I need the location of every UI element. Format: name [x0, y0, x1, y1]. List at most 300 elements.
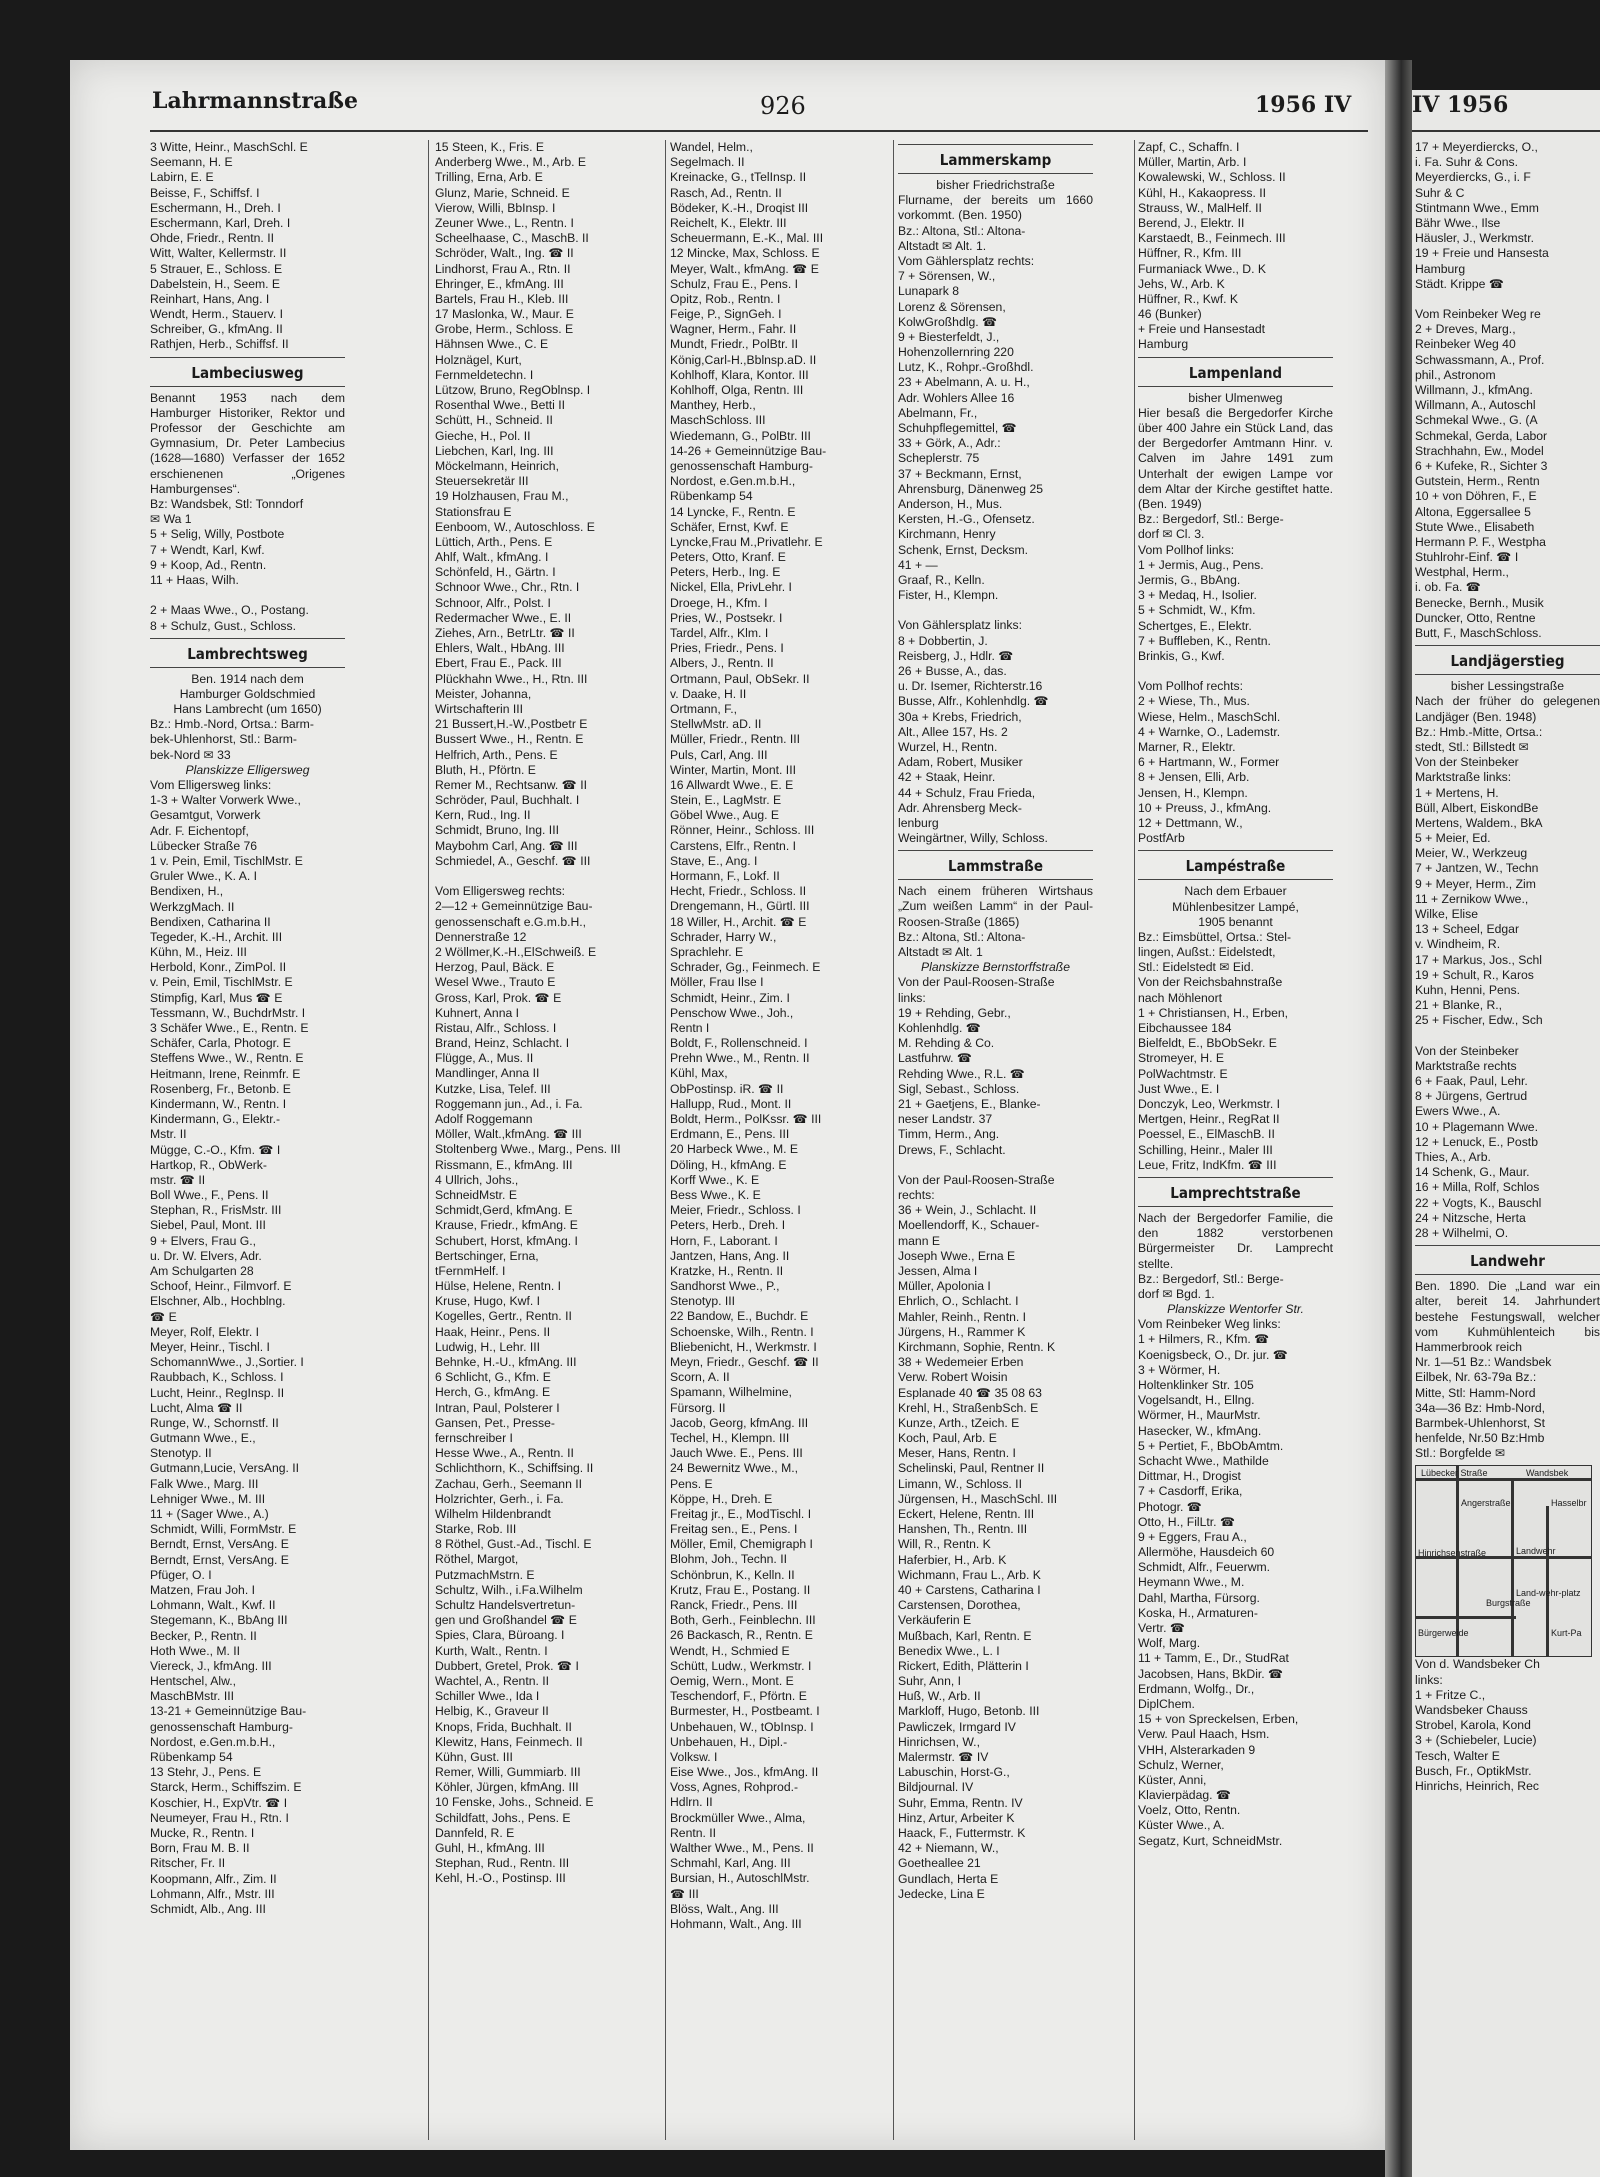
directory-entry: 1 + Mertens, H. — [1415, 785, 1499, 800]
directory-entry: Lindhorst, Frau A., Rtn. II — [435, 261, 571, 276]
directory-entry: Unbehauen, H., Dipl.- — [670, 1734, 788, 1749]
directory-entry: Suhr, Emma, Rentn. IV — [898, 1795, 1023, 1810]
directory-entry: Ortmann, F., — [670, 701, 738, 716]
directory-entry: v. Daake, H. II — [670, 686, 747, 701]
directory-entry: ObPostinsp. iR. ☎ II — [670, 1081, 784, 1096]
directory-entry: Ziehes, Arn., BetrLtr. ☎ II — [435, 626, 575, 640]
directory-entry: Jermis, G., BbAng. — [1138, 572, 1241, 587]
directory-entry: Hähnsen Wwe., C. E — [435, 337, 549, 352]
directory-entry: Starck, Herm., Schiffszim. E — [150, 1780, 302, 1795]
directory-entry: Freitag sen., E., Pens. I — [670, 1522, 798, 1537]
directory-entry: 30a + Krebs, Friedrich, — [898, 709, 1022, 724]
directory-entry: 15 Steen, K., Fris. E — [435, 140, 545, 154]
directory-entry: 3 Schäfer Wwe., E., Rentn. E — [150, 1021, 309, 1036]
directory-entry: Kogelles, Gertr., Rentn. II — [435, 1309, 572, 1324]
directory-entry: Kohlhoff, Olga, Rentn. III — [670, 383, 804, 397]
directory-entry: Vom Pollhof rechts: — [1138, 679, 1243, 694]
directory-entry: Schmekal, Gerda, Labor — [1415, 428, 1548, 443]
column-divider — [1134, 140, 1135, 2140]
directory-entry: Rathjen, Herb., Schiffsf. II — [150, 337, 289, 352]
directory-entry: StellwMstr. aD. II — [670, 717, 762, 732]
directory-entry: Häusler, J., Werkmstr. — [1415, 231, 1534, 246]
directory-entry: Herzog, Paul, Bäck. E — [435, 960, 555, 975]
directory-entry: Herbold, Konr., ZimPol. II — [150, 960, 287, 975]
directory-entry: Lützow, Bruno, RegOblnsp. I — [435, 383, 591, 397]
directory-entry: SchomannWwe., J.,Sortier. I — [150, 1355, 304, 1370]
directory-entry: Esplanade 40 ☎ 35 08 63 — [898, 1385, 1042, 1400]
directory-entry: Strachhahn, Ew., Model — [1415, 443, 1544, 458]
directory-entry: Kunze, Arth., tZeich. E — [898, 1415, 1020, 1430]
directory-entry: Schrader, Harry W., — [670, 929, 777, 944]
directory-entry: 5 + Schmidt, W., Kfm. — [1138, 603, 1256, 618]
directory-entry: Lucht, Alma ☎ II — [150, 1400, 243, 1415]
directory-entry: 3 + Medaq, H., Isolier. — [1138, 588, 1257, 603]
directory-entry: Krehl, H., StraßenbSch. E — [898, 1400, 1039, 1415]
directory-entry: Erdmann, E., Pens. III — [670, 1127, 790, 1142]
directory-entry: Lehniger Wwe., M. III — [150, 1491, 266, 1506]
directory-entry: PutzmachMstrn. E — [435, 1567, 535, 1582]
directory-entry: Döling, H., kfmAng. E — [670, 1157, 787, 1172]
directory-entry: 3 Witte, Heinr., MaschSchl. E — [150, 140, 308, 154]
directory-entry: Hinrichs, Heinrich, Rec — [1415, 1778, 1539, 1793]
directory-entry: Schönfeld, H., Gärtn. I — [435, 565, 556, 580]
directory-entry: Gutstein, Herm., Rentn — [1415, 474, 1540, 489]
directory-entry: Schmidt, Heinr., Zim. I — [670, 990, 790, 1005]
directory-entry: Stephan, Rud., Rentn. III — [435, 1856, 570, 1871]
directory-entry: Volksw. I — [670, 1749, 718, 1764]
directory-entry: Sigl, Sebast., Schloss. — [898, 1081, 1020, 1096]
directory-entry: Meyer, Rolf, Elektr. I — [150, 1324, 260, 1339]
directory-entry: Malermstr. ☎ IV — [898, 1750, 989, 1765]
directory-entry: Mucke, R., Rentn. I — [150, 1825, 255, 1840]
section-rule — [1415, 1245, 1600, 1246]
directory-entry: Holzrichter, Gerh., i. Fa. — [435, 1491, 564, 1506]
map-street-label: Land-wehr-platz — [1516, 1588, 1581, 1599]
directory-entry: 7 + Buffleben, K., Rentn. — [1138, 633, 1271, 648]
directory-entry: Ahrensburg, Dänenweg 25 — [898, 481, 1043, 496]
directory-entry: Hamburg — [1138, 337, 1189, 352]
directory-entry: Hoth Wwe., M. II — [150, 1643, 241, 1658]
directory-entry: Am Schulgarten 28 — [150, 1264, 254, 1279]
directory-entry: Korff Wwe., K. E — [670, 1172, 760, 1187]
directory-entry: Hartkop, R., ObWerk- — [150, 1157, 267, 1172]
directory-entry: 4 + Warnke, O., Lademstr. — [1138, 724, 1281, 739]
directory-entry: 24 Bewernitz Wwe., M., — [670, 1461, 799, 1476]
directory-entry: ☎ III — [670, 1886, 699, 1901]
directory-entry: Adam, Robert, Musiker — [898, 755, 1023, 770]
directory-entry: Reinbeker Weg 40 — [1415, 337, 1516, 352]
directory-entry: Von der Reichsbahnstraße — [1138, 975, 1283, 990]
directory-entry: Bursian, H., AutoschlMstr. — [670, 1871, 810, 1886]
section-rule — [898, 173, 1093, 174]
running-header-year-left: 1956 IV — [1255, 92, 1352, 118]
section-rule — [898, 879, 1093, 880]
directory-entry: Vogelsandt, H., Ellng. — [1138, 1393, 1255, 1408]
street-heading: Lambrechtsweg — [187, 644, 308, 663]
directory-entry: Möller, Walt.,kfmAng. ☎ III — [435, 1127, 582, 1142]
directory-entry: 2 + Wiese, Th., Mus. — [1138, 694, 1250, 709]
directory-entry: Reichelt, K., Elektr. III — [670, 215, 787, 230]
directory-entry: 7 + Jantzen, W., Techn — [1415, 861, 1539, 876]
directory-entry: Intran, Paul, Polsterer I — [435, 1400, 560, 1415]
directory-entry: Penschow Wwe., Joh., — [670, 1005, 794, 1020]
directory-entry: Schelinski, Paul, Rentner II — [898, 1461, 1045, 1476]
directory-entry: Ristau, Alfr., Schloss. I — [435, 1020, 557, 1035]
directory-entry: Redermacher Wwe., E. II — [435, 610, 572, 625]
directory-entry: 25 + Fischer, Edw., Sch — [1415, 1013, 1543, 1028]
directory-entry: Mandlinger, Anna II — [435, 1066, 540, 1081]
directory-entry: Hallupp, Rud., Mont. II — [670, 1096, 792, 1111]
directory-entry: Ebert, Frau E., Pack. III — [435, 656, 562, 671]
directory-entry: Runge, W., Schornstf. II — [150, 1415, 279, 1430]
directory-entry: Hüffner, R., Kwf. K — [1138, 291, 1239, 306]
directory-entry: mstr. ☎ II — [150, 1172, 206, 1187]
directory-entry: Köppe, H., Dreh. E — [670, 1491, 773, 1506]
directory-entry: 10 + Preuss, J., kfmAng. — [1138, 800, 1272, 815]
directory-entry: M. Rehding & Co. — [898, 1036, 995, 1051]
directory-entry: 10 + Plagemann Wwe. — [1415, 1119, 1538, 1134]
directory-entry: 3 + (Schiebeler, Lucie) — [1415, 1733, 1537, 1748]
directory-entry: 13-21 + Gemeinnützige Bau- — [150, 1704, 307, 1719]
directory-entry: Rentn. II — [670, 1825, 717, 1840]
directory-entry: links: — [898, 990, 926, 1005]
directory-entry: Mertens, Waldem., BkA — [1415, 815, 1543, 830]
street-history-note: Flurname, der bereits um 1660 vorkommt. (Ben. 1950) — [898, 193, 1093, 223]
directory-entry: 40 + Carstens, Catharina I — [898, 1582, 1041, 1597]
directory-entry: 3 + Wörmer, H. — [1138, 1362, 1221, 1377]
directory-entry: Barmbek-Uhlenhorst, St — [1415, 1415, 1546, 1430]
directory-entry: Rickert, Edith, Plätterin I — [898, 1658, 1029, 1673]
directory-entry: Holtenklinker Str. 105 — [1138, 1378, 1254, 1393]
directory-entry: 22 + Vogts, K., Bauschl — [1415, 1195, 1542, 1210]
directory-entry: 37 + Beckmann, Ernst, — [898, 466, 1022, 481]
directory-entry: Goetheallee 21 — [898, 1856, 981, 1871]
directory-entry: Hohenzollernring 220 — [898, 345, 1014, 360]
section-rule — [150, 357, 345, 358]
directory-entry: Schmidt, Bruno, Ing. III — [435, 823, 559, 838]
directory-entry: Lastfuhrw. ☎ — [898, 1051, 973, 1066]
directory-entry: Glunz, Marie, Schneid. E — [435, 185, 570, 200]
directory-entry: Bendixen, Catharina II — [150, 914, 271, 929]
directory-entry: i. ob. Fa. ☎ — [1415, 580, 1481, 595]
directory-entry: 8 + Jürgens, Gertrud — [1415, 1089, 1528, 1104]
map-street-label: Wandsbek — [1526, 1468, 1569, 1479]
directory-entry: Just Wwe., E. I — [1138, 1081, 1220, 1096]
section-rule — [1415, 645, 1600, 646]
directory-entry: 41 + — — [898, 557, 938, 572]
directory-entry: 6 + Kufeke, R., Sichter 3 — [1415, 458, 1548, 473]
directory-entry: Stenotyp. III — [670, 1294, 736, 1309]
directory-entry: 9 + Elvers, Frau G., — [150, 1233, 256, 1248]
directory-entry: MaschBMstr. III — [150, 1689, 234, 1704]
directory-entry: Bluth, H., Pförtn. E — [435, 762, 536, 777]
directory-entry: Meyn, Friedr., Geschf. ☎ II — [670, 1355, 819, 1369]
directory-entry: Manthey, Herb., — [670, 398, 756, 413]
directory-entry: Witt, Walter, Kellermstr. II — [150, 246, 287, 261]
directory-entry: Jacob, Georg, kfmAng. III — [670, 1415, 809, 1430]
street-heading: Lammstraße — [948, 857, 1043, 876]
directory-entry: Vom Pollhof links: — [1138, 542, 1235, 557]
directory-entry: Alt., Allee 157, Hs. 2 — [898, 724, 1008, 739]
directory-entry: Heymann Wwe., M. — [1138, 1575, 1245, 1590]
directory-entry: Nach dem Erbauer — [1184, 884, 1287, 899]
directory-entry: Willmann, J., kfmAng. — [1415, 383, 1533, 397]
directory-entry: Berndt, Ernst, VersAng. E — [150, 1537, 289, 1552]
directory-entry: Reinhart, Hans, Ang. I — [150, 291, 270, 306]
map-street-label: Lübecker Straße — [1421, 1468, 1488, 1479]
directory-entry: Duncker, Otto, Rentne — [1415, 610, 1536, 625]
directory-entry: Feige, P., SignGeh. I — [670, 307, 782, 322]
directory-entry: 19 + Rehding, Gebr., — [898, 1005, 1011, 1020]
directory-entry: Koska, H., Armaturen- — [1138, 1605, 1258, 1620]
directory-entry: Lüttich, Arth., Pens. E — [435, 534, 553, 549]
directory-entry: rechts: — [898, 1188, 935, 1203]
directory-entry: genossenschaft Hamburg- — [670, 458, 813, 473]
directory-entry: Schröder, Walt., Ing. ☎ II — [435, 246, 574, 261]
directory-entry: Stintmann Wwe., Emm — [1415, 200, 1539, 215]
plan-sketch-reference: Planskizze Wentorfer Str. — [1167, 1302, 1304, 1317]
directory-entry: Vom Elligersweg rechts: — [435, 884, 566, 899]
directory-entry: Ohde, Friedr., Rentn. II — [150, 231, 274, 246]
section-rule — [1138, 1206, 1333, 1207]
map-street-label: Bürgerweide — [1418, 1628, 1469, 1639]
directory-entry: Elschner, Alb., Hochblng. — [150, 1294, 286, 1309]
directory-entry: Altona, Eggersallee 5 — [1415, 504, 1531, 519]
directory-entry: PostfArb — [1138, 831, 1185, 846]
directory-entry: Kühl, Max, — [670, 1066, 728, 1081]
directory-entry — [898, 1158, 1093, 1173]
directory-entry: Wagner, Herm., Fahr. II — [670, 322, 797, 337]
directory-entry: Hüffner, R., Kfm. III — [1138, 246, 1242, 261]
directory-entry: Schiller Wwe., Ida I — [435, 1689, 540, 1704]
section-rule — [150, 667, 345, 668]
directory-entry: lenburg — [898, 815, 939, 830]
directory-entry: Stromeyer, H. E — [1138, 1051, 1225, 1066]
directory-entry: Starke, Rob. III — [435, 1522, 517, 1537]
directory-entry: Meser, Hans, Rentn. I — [898, 1446, 1016, 1461]
map-road — [1416, 1616, 1516, 1619]
directory-entry: Grobe, Herm., Schloss. E — [435, 322, 574, 337]
directory-column-4 — [898, 140, 1093, 1902]
directory-entry: Erdmann, Wolfg., Dr., — [1138, 1681, 1255, 1696]
directory-entry: 17 + Meyerdiercks, O., — [1415, 140, 1538, 154]
directory-entry: Von der Steinbeker — [1415, 1043, 1519, 1058]
directory-entry: 33 + Görk, A., Adr.: — [898, 436, 1001, 451]
directory-entry: Verkäuferin E — [898, 1613, 972, 1628]
directory-entry: Göbel Wwe., Aug. E — [670, 808, 780, 823]
directory-entry: 28 + Wilhelmi, O. — [1415, 1225, 1509, 1240]
directory-entry: v. Pein, Emil, TischlMstr. E — [150, 975, 293, 990]
street-heading: Lampenland — [1188, 363, 1283, 382]
directory-entry: 17 + Markus, Jos., Schl — [1415, 952, 1543, 967]
directory-entry: Kowalewski, W., Schloss. II — [1138, 170, 1286, 185]
directory-entry: bisher Lessingstraße — [1450, 679, 1565, 694]
directory-entry: Koch, Paul, Arb. E — [898, 1431, 997, 1446]
directory-entry: Kratzke, H., Rentn. II — [670, 1263, 784, 1278]
directory-entry: Butt, F., MaschSchloss. — [1415, 626, 1542, 640]
directory-entry: 9 + Koop, Ad., Rentn. — [150, 557, 267, 572]
directory-entry: Eibchaussee 184 — [1138, 1021, 1232, 1036]
directory-entry: 2 + Dreves, Marg., — [1415, 322, 1516, 337]
directory-entry: Vom Reinbeker Weg links: — [1138, 1317, 1281, 1332]
directory-entry: 21 + Blanke, R., — [1415, 998, 1503, 1013]
directory-entry: Koschier, H., ExpVtr. ☎ I — [150, 1795, 288, 1810]
directory-entry: Born, Frau M. B. II — [150, 1841, 250, 1856]
directory-entry: Bähr Wwe., Ilse — [1415, 215, 1501, 230]
directory-entry: Haack, F., Futtermstr. K — [898, 1825, 1026, 1840]
directory-entry: Wilke, Elise — [1415, 907, 1478, 922]
directory-entry: Anderberg Wwe., M., Arb. E — [435, 155, 587, 170]
directory-entry: Meier, W., Werkzeug — [1415, 846, 1528, 861]
section-rule — [1415, 674, 1600, 675]
directory-entry: u. Dr. Isemer, Richterstr.16 — [898, 679, 1043, 694]
directory-entry: Stenotyp. II — [150, 1446, 212, 1461]
header-rule-right — [1412, 130, 1600, 132]
directory-entry: Ehlers, Walt., HbAng. III — [435, 641, 565, 656]
directory-entry: Müller, Apolonia I — [898, 1279, 991, 1294]
directory-entry: Fürsorg. II — [670, 1400, 726, 1415]
directory-entry: Möller, Emil, Chemigraph I — [670, 1537, 813, 1552]
directory-entry: Hermann P. F., Westpha — [1415, 534, 1546, 549]
directory-entry: 11 + Tamm, E., Dr., StudRat — [1138, 1651, 1289, 1666]
directory-entry: Haak, Heinr., Pens. II — [435, 1324, 551, 1339]
directory-entry: Schultz Handelsvertretun- — [435, 1598, 576, 1612]
directory-entry: 1 v. Pein, Emil, TischlMstr. E — [150, 853, 303, 868]
directory-entry: Donczyk, Leo, Werkmstr. I — [1138, 1096, 1281, 1111]
directory-entry: Mußbach, Karl, Rentn. E — [898, 1628, 1032, 1643]
directory-entry: Trilling, Erna, Arb. E — [435, 170, 543, 185]
directory-entry: 1905 benannt — [1198, 914, 1273, 929]
directory-entry: 42 + Niemann, W., — [898, 1841, 999, 1856]
directory-entry: Labirn, E. E — [150, 170, 214, 185]
directory-entry: Altstadt ✉ Alt. 1. — [898, 238, 987, 253]
directory-entry: Von Gählersplatz links: — [898, 618, 1022, 633]
directory-entry: Kohlhoff, Klara, Kontor. III — [670, 367, 809, 382]
directory-entry: Ranck, Friedr., Pens. III — [670, 1598, 798, 1612]
column-divider — [893, 140, 894, 2140]
directory-entry: Vom Gählersplatz rechts: — [898, 253, 1035, 268]
directory-entry: Müller, Friedr., Rentn. III — [670, 732, 801, 747]
directory-entry: Bz.: Bergedorf, Stl.: Berge- — [1138, 1271, 1284, 1286]
directory-entry: Busch, Fr., OptikMstr. — [1415, 1763, 1532, 1778]
directory-entry: Tardel, Alfr., Klm. I — [670, 626, 769, 640]
directory-entry: 21 + Gaetjens, E., Blanke- — [898, 1096, 1041, 1111]
directory-entry: Ludwig, H., Lehr. III — [435, 1339, 541, 1354]
directory-entry: 12 + Dettmann, W., — [1138, 815, 1243, 830]
directory-entry: Schäfer, Carla, Photogr. E — [150, 1036, 291, 1051]
section-rule — [1138, 386, 1333, 387]
directory-entry: Bertschinger, Erna, — [435, 1248, 539, 1263]
directory-entry: 13 + Scheel, Edgar — [1415, 922, 1520, 937]
directory-entry: Ewers Wwe., A. — [1415, 1104, 1501, 1119]
directory-entry: 1 + Christiansen, H., Erben, — [1138, 1005, 1289, 1020]
directory-entry: Behnke, H.-U., kfmAng. III — [435, 1355, 577, 1369]
directory-entry: Bödeker, K.-H., Droqist III — [670, 200, 809, 215]
directory-entry: Stegemann, K., BbAng III — [150, 1613, 288, 1628]
directory-entry: Puls, Carl, Ang. III — [670, 747, 768, 762]
directory-entry: Brand, Heinz, Schlacht. I — [435, 1036, 570, 1051]
directory-entry: Graaf, R., Kelln. — [898, 572, 985, 587]
directory-entry: 12 Mincke, Max, Schloss. E — [670, 246, 820, 261]
directory-entry: Techel, H., Klempn. III — [670, 1430, 790, 1445]
page-number: 926 — [760, 92, 806, 120]
directory-entry: Nordost, e.Gen.m.b.H., — [670, 474, 796, 489]
directory-entry: Nordost, e.Gen.m.b.H., — [150, 1734, 276, 1749]
directory-entry: Meier, Friedr., Schloss. I — [670, 1203, 801, 1218]
directory-entry: Sprachlehr. E — [670, 944, 744, 959]
directory-entry: Wiedemann, G., PolBtr. III — [670, 428, 811, 443]
directory-entry: MaschSchloss. III — [670, 413, 766, 428]
directory-entry: Hanshen, Th., Rentn. III — [898, 1522, 1028, 1537]
directory-entry: Schoof, Heinr., Filmvorf. E — [150, 1279, 292, 1294]
directory-entry: Gutmann Wwe., E., — [150, 1431, 256, 1446]
directory-column-2 — [435, 140, 630, 1887]
directory-entry: Kutzke, Lisa, Telef. III — [435, 1081, 551, 1096]
directory-entry: Eilbek, Nr. 63-79a Bz.: — [1415, 1370, 1537, 1385]
directory-entry: 46 (Bunker) — [1138, 307, 1202, 322]
directory-entry: Bz.: Altona, Stl.: Altona- — [898, 929, 1026, 944]
directory-entry: Guhl, H., kfmAng. III — [435, 1841, 545, 1855]
directory-entry: Segelmach. II — [670, 155, 745, 170]
directory-entry: 36 + Wein, J., Schlacht. II — [898, 1203, 1037, 1218]
map-street-label: Hasselbr — [1551, 1498, 1587, 1509]
section-rule — [1138, 357, 1333, 358]
directory-entry: Matzen, Frau Joh. I — [150, 1582, 255, 1597]
directory-entry: Stein, E., LagMstr. E — [670, 793, 782, 808]
directory-entry: bisher Ulmenweg — [1188, 390, 1283, 405]
directory-entry: Hormann, F., Lokf. II — [670, 869, 780, 883]
directory-entry: Krutz, Frau E., Postang. II — [670, 1582, 811, 1597]
directory-entry: Nickel, Ella, PrivLehr. I — [670, 580, 792, 595]
directory-entry: Spamann, Wilhelmine, — [670, 1385, 792, 1400]
directory-entry: v. Windheim, R. — [1415, 937, 1501, 952]
directory-entry: Timm, Herm., Ang. — [898, 1127, 1000, 1142]
directory-entry: Rönner, Heinr., Schloss. III — [670, 823, 815, 838]
directory-entry: Gruler Wwe., K. A. I — [150, 869, 258, 884]
directory-entry: Büll, Albert, EiskondBe — [1415, 800, 1539, 815]
directory-entry: Tessmann, W., BuchdrMstr. I — [150, 1005, 306, 1020]
directory-entry: Oemig, Wern., Mont. E — [670, 1673, 794, 1688]
directory-entry: Stephan, R., FrisMstr. III — [150, 1203, 282, 1218]
directory-entry: Jürgensen, H., MaschSchl. III — [898, 1491, 1058, 1506]
directory-entry: Schäfer, Ernst, Kwf. E — [670, 519, 789, 534]
directory-entry: 10 Fenske, Johs., Schneid. E — [435, 1795, 594, 1810]
directory-entry: Schubert, Horst, kfmAng. I — [435, 1233, 578, 1248]
directory-entry: 11 + Zernikow Wwe., — [1415, 891, 1529, 906]
directory-entry: Wendt, H., Schmied E — [670, 1643, 790, 1658]
directory-entry: Schertges, E., Elektr. — [1138, 618, 1252, 633]
directory-entry: Peters, Herb., Dreh. I — [670, 1218, 786, 1233]
directory-entry: Knops, Frida, Buchhalt. II — [435, 1719, 572, 1734]
directory-entry: Neumeyer, Frau H., Rtn. I — [150, 1810, 289, 1825]
directory-entry: Teschendorf, F., Pförtn. E — [670, 1689, 807, 1704]
directory-entry: Zapf, C., Schaffn. I — [1138, 140, 1240, 154]
directory-entry: lingen, Außst.: Eidelstedt, — [1138, 945, 1276, 960]
directory-entry: 1 + Jermis, Aug., Pens. — [1138, 557, 1264, 572]
directory-entry: Reisberg, J., Hdlr. ☎ — [898, 648, 1014, 663]
directory-entry: Eschermann, Karl, Dreh. I — [150, 215, 291, 230]
directory-entry: Adr. F. Eichentopf, — [150, 823, 249, 838]
directory-entry: Otto, H., FilLtr. ☎ — [1138, 1514, 1236, 1529]
directory-entry: bek-Nord ✉ 33 — [150, 747, 231, 762]
directory-column-5 — [1138, 140, 1333, 1849]
directory-column-6 — [1415, 140, 1600, 1794]
street-heading: Lampéstraße — [1185, 857, 1286, 876]
directory-entry: Kurth, Walt., Rentn. I — [435, 1643, 548, 1658]
directory-entry: Pens. E — [670, 1476, 713, 1491]
directory-entry: Scorn, A. II — [670, 1370, 730, 1385]
directory-entry: Hesse Wwe., A., Rentn. II — [435, 1446, 574, 1461]
